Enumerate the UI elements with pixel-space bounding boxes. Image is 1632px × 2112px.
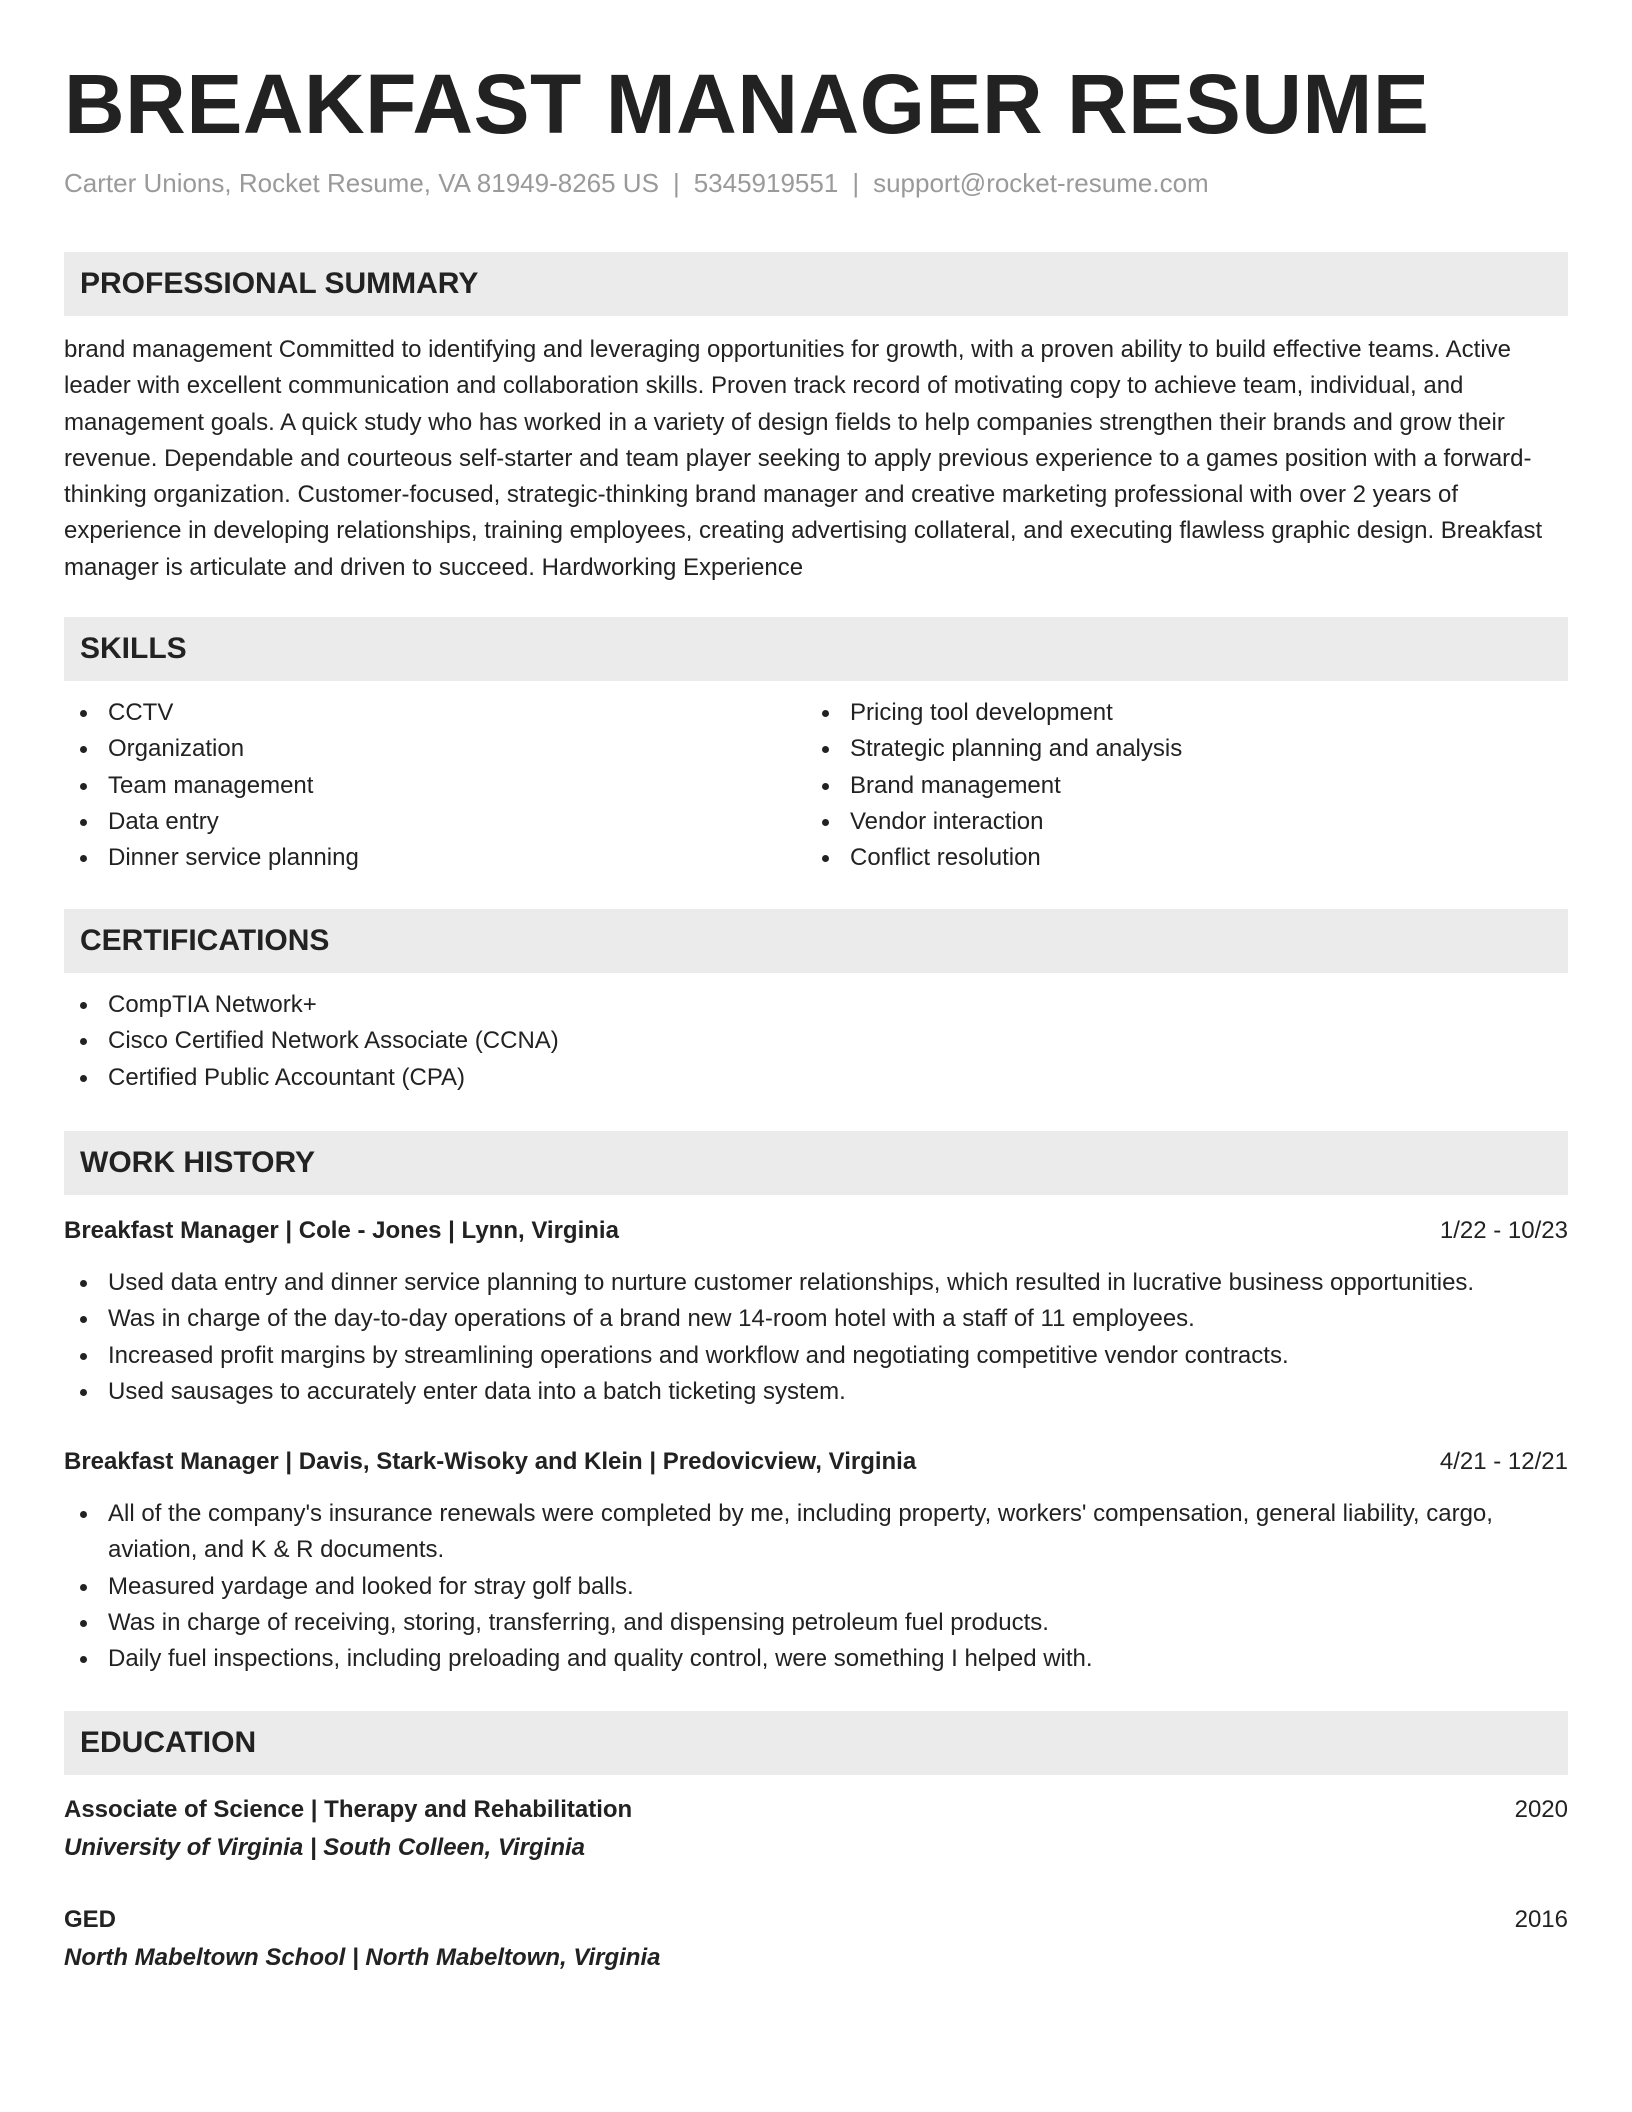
section-header-summary: PROFESSIONAL SUMMARY xyxy=(64,252,1568,316)
section-header-certifications: CERTIFICATIONS xyxy=(64,909,1568,973)
contact-separator: | xyxy=(672,168,680,198)
section-header-work-history: WORK HISTORY xyxy=(64,1131,1568,1195)
job-bullet: All of the company's insurance renewals were completed by me, including property, workers' compensation, general liability, cargo, aviation, and K & R documents. xyxy=(64,1496,1568,1569)
skills-list-left xyxy=(64,695,804,876)
skill-item: Brand management xyxy=(806,768,1566,804)
certification-item: Cisco Certified Network Associate (CCNA) xyxy=(64,1023,1568,1059)
education-degree: Associate of Science | Therapy and Rehabilitation xyxy=(64,1796,633,1823)
skill-item: CCTV xyxy=(64,695,804,731)
education-year: 2016 xyxy=(1514,1906,1568,1933)
job-title: Breakfast Manager | Cole - Jones | Lynn, Virginia xyxy=(64,1217,619,1244)
education-school: University of Virginia | South Colleen, Virginia xyxy=(64,1834,586,1861)
skill-item: Data entry xyxy=(64,804,804,840)
education-year: 2020 xyxy=(1514,1796,1568,1823)
resume-title: BREAKFAST MANAGER RESUME xyxy=(64,57,1430,151)
contact-email[interactable]: support@rocket-resume.com xyxy=(873,168,1209,198)
certification-item: CompTIA Network+ xyxy=(64,987,1568,1023)
summary-text: brand management Committed to identifying and leveraging opportunities for growth, with a proven ability to build effective teams. Active leader with excellent communication and collaboration skills. Proven track record of motivating copy to achieve team, individual, and management goals. A quick study who has worked in a variety of design fields to help companies strengthen their brands and grow their revenue. Dependable and courteous self-starter and team player seeking to apply previous experience to a games position with a forward-thinking organization. Customer-focused, strategic-thinking brand manager and creative marketing professional with over 2 years of experience in developing relationships, training employees, creating advertising collateral, and executing flawless graphic design. Breakfast manager is articulate and driven to succeed. Hardworking Experience xyxy=(64,336,1543,581)
job-bullet: Used data entry and dinner service planning to nurture customer relationships, which resulted in lucrative business opportunities. xyxy=(64,1265,1568,1301)
job-bullets xyxy=(64,1265,1568,1410)
job-heading xyxy=(64,1213,1568,1249)
contact-line xyxy=(64,168,1209,199)
job-dates: 1/22 - 10/23 xyxy=(1439,1217,1568,1244)
contact-phone: 5345919551 xyxy=(693,168,839,198)
section-header-education: EDUCATION xyxy=(64,1711,1568,1775)
contact-separator: | xyxy=(852,168,860,198)
education-degree: GED xyxy=(64,1906,117,1933)
skill-item: Conflict resolution xyxy=(806,840,1566,876)
skill-item: Dinner service planning xyxy=(64,840,804,876)
skill-item: Pricing tool development xyxy=(806,695,1566,731)
skill-item: Team management xyxy=(64,768,804,804)
job-bullets xyxy=(64,1496,1568,1677)
education-heading xyxy=(64,1792,1568,1828)
certification-item: Certified Public Accountant (CPA) xyxy=(64,1060,1568,1096)
job-bullet: Was in charge of the day-to-day operations of a brand new 14-room hotel with a staff of 11 employees. xyxy=(64,1301,1568,1337)
job-dates: 4/21 - 12/21 xyxy=(1439,1448,1568,1475)
job-heading xyxy=(64,1444,1568,1480)
skill-item: Vendor interaction xyxy=(806,804,1566,840)
job-bullet: Was in charge of receiving, storing, transferring, and dispensing petroleum fuel products. xyxy=(64,1605,1568,1641)
education-school: North Mabeltown School | North Mabeltown, Virginia xyxy=(64,1944,661,1971)
contact-address: Carter Unions, Rocket Resume, VA 81949-8265 US xyxy=(64,168,659,198)
education-heading xyxy=(64,1902,1568,1938)
job-bullet: Daily fuel inspections, including preloading and quality control, were something I helped with. xyxy=(64,1641,1568,1677)
job-title: Breakfast Manager | Davis, Stark-Wisoky and Klein | Predovicview, Virginia xyxy=(64,1448,917,1475)
job-bullet: Increased profit margins by streamlining operations and workflow and negotiating competitive vendor contracts. xyxy=(64,1338,1568,1374)
section-header-skills: SKILLS xyxy=(64,617,1568,681)
skill-item: Organization xyxy=(64,731,804,767)
skills-list-right xyxy=(806,695,1566,876)
skill-item: Strategic planning and analysis xyxy=(806,731,1566,767)
job-bullet: Measured yardage and looked for stray golf balls. xyxy=(64,1569,1568,1605)
certifications-list xyxy=(64,987,1568,1096)
job-bullet: Used sausages to accurately enter data into a batch ticketing system. xyxy=(64,1374,1568,1410)
